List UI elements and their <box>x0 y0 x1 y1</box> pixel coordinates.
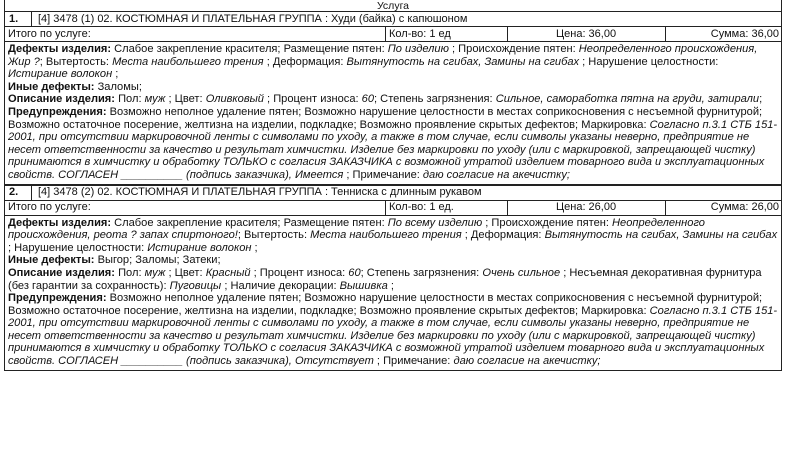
value-text: 60 <box>361 93 375 106</box>
label-text: ; Цвет: <box>165 93 206 106</box>
label-text: ; Нарушение целостности: <box>579 55 719 68</box>
label-text: ; Степень загрязнения: <box>374 93 496 106</box>
warnings-label: Предупреждения: <box>8 105 107 118</box>
value-text: По изделию <box>387 43 449 55</box>
value-text: Очень сильное <box>482 266 561 279</box>
value-text: По всему изделию <box>387 216 483 229</box>
label-text: Возможно неполное удаление пятен; Возможно нарушение целостности в местах соприкосновения с несъемной фурнитурой; Возможно остаточное посерение, желтизна на изделии, подкладке; Возможно проявление скрытых дефектов; Маркировка: <box>8 105 763 131</box>
label-text: Пол: <box>114 93 145 106</box>
value-text: Вышивка <box>339 279 388 292</box>
label-text: Пол: <box>114 266 145 279</box>
other-defects-label: Иные дефекты: <box>8 80 95 93</box>
defects-text <box>8 43 757 80</box>
sum: Сумма: 26,00 <box>665 201 781 215</box>
value-text: Вытянутость на сгибах, Замины на сгибах <box>544 229 778 242</box>
description-paragraph <box>8 93 778 106</box>
item-header <box>4 185 782 201</box>
label-text: ; Процент износа: <box>263 93 362 106</box>
item-title: [4] 3478 (2) 02. КОСТЮМНАЯ И ПЛАТЕЛЬНАЯ ГРУППА : Тенниска с длинным рукавом <box>38 186 482 199</box>
item-header <box>4 11 782 27</box>
value-text: Согласно п.3.1 СТБ 151-2001, при отсутствии маркировочной ленты с символами по уходу, а также в том случае, если символы указаны неверно, предприятие не несет ответственности за качество и результат химчистки. Изделие без маркировки по уходу (или с маркировкой, запрещающей чистку) принимаются в химчистку и обработку ТОЛЬКО с согласия ЗАКАЗЧИКА с возможной утратой изделием товарного вида и эксплуатационных свойств. СОГЛАСЕН __________ (подпись заказчика), Отсутствует <box>8 304 778 368</box>
defects-label: Дефекты изделия: <box>8 216 112 229</box>
label-text: ; Нарушение целостности: <box>8 241 148 254</box>
label-text: ; Деформация: <box>461 229 545 242</box>
defects-paragraph <box>8 43 778 81</box>
value-text: Вытянутость на сгибах, Замины на сгибах <box>346 55 580 68</box>
label-text: ; Примечание: <box>343 168 423 181</box>
other-defects-paragraph <box>8 81 778 94</box>
section-title: Услуга <box>4 0 782 11</box>
value-text: муж <box>144 266 166 279</box>
value-text: Неопределенного происхождения, Жир ? <box>8 43 758 68</box>
quantity: Кол-во: 1 ед <box>385 27 507 41</box>
sum: Сумма: 36,00 <box>665 27 781 41</box>
label-text: ; <box>251 241 258 254</box>
value-text: Согласно п.3.1 СТБ 151-2001, при отсутствии маркировочной ленты с символами по уходу, а также в том случае, если символы указаны неверно, предприятие не несет ответственности за качество и результат химчистки. Изделие без маркировки по уходу (или с маркировкой, запрещающей чистку) принимаются в химчистку и обработку ТОЛЬКО с согласия ЗАКАЗЧИКА с возможной утратой изделием товарного вида и эксплуатационных свойств. СОГЛАСЕН __________ (подпись заказчика), Имеется <box>8 118 778 181</box>
value-text: Неопределенного происхождения, реота ? запах спиртоного! <box>8 216 705 242</box>
defects-label: Дефекты изделия: <box>8 43 112 55</box>
other-defects-label: Иные дефекты: <box>8 254 95 267</box>
description-paragraph <box>8 267 778 292</box>
label-text: ; Процент износа: <box>250 266 349 279</box>
label-text: ; Происхождение пятен: <box>448 43 579 55</box>
warnings-label: Предупреждения: <box>8 292 107 305</box>
value-text: муж <box>144 93 166 106</box>
label-text: ; Примечание: <box>373 355 454 368</box>
other-defects-text: Заломы; <box>94 80 142 93</box>
label-text: ; Цвет: <box>165 266 206 279</box>
service-sheet <box>4 0 782 371</box>
item-description <box>4 216 782 371</box>
label-text: Возможно неполное удаление пятен; Возможно нарушение целостности в местах соприкосновения с несъемной фурнитурой; Возможно остаточное посерение, желтизна на изделии, подкладке; Возможно проявление скрытых дефектов; Маркировка: <box>8 292 763 317</box>
label-text: ; <box>387 279 394 292</box>
label-text: ; Вытертость: <box>39 55 113 68</box>
item-total-row <box>4 201 782 216</box>
value-text: Красный <box>205 266 251 279</box>
label-text: ; Наличие декорации: <box>221 279 340 292</box>
label-text: ; Несъемная декоративная фурнитура (без гарантии за сохранность): <box>8 266 762 292</box>
value-text: Места наибольшего трения <box>112 55 264 68</box>
price: Цена: 26,00 <box>507 201 665 215</box>
item-title: [4] 3478 (1) 02. КОСТЮМНАЯ И ПЛАТЕЛЬНАЯ ГРУППА : Худи (байка) с капюшоном <box>38 12 468 25</box>
label-text: ; Происхождение пятен: <box>482 216 613 229</box>
item-number: 2. <box>5 186 32 200</box>
quantity: Кол-во: 1 ед. <box>385 201 507 215</box>
label-text: ; <box>759 93 763 106</box>
value-text: даю согласие на акечистку; <box>453 355 601 368</box>
price: Цена: 36,00 <box>507 27 665 41</box>
value-text: даю согласие на акечистку; <box>422 168 570 181</box>
value-text: Оливковый <box>205 93 264 106</box>
description-label: Описание изделия: <box>8 93 115 106</box>
other-defects-paragraph <box>8 254 778 267</box>
total-label: Итого по услуге: <box>8 201 91 214</box>
value-text: Пуговицы <box>169 279 222 292</box>
warnings-text <box>8 106 777 181</box>
label-text: ; <box>112 68 119 81</box>
label-text: Слабое закрепление красителя; Размещение пятен: <box>111 43 388 55</box>
warnings-text <box>8 292 777 367</box>
warnings-paragraph <box>8 292 778 368</box>
label-text: Слабое закрепление красителя; Размещение пятен: <box>111 216 388 229</box>
value-text: 60 <box>348 266 361 279</box>
value-text: Истирание волокон <box>8 68 113 81</box>
service-item <box>4 11 782 185</box>
label-text: ; Вытертость: <box>237 229 311 242</box>
item-number: 1. <box>5 12 32 26</box>
service-item <box>4 185 782 371</box>
defects-paragraph <box>8 217 778 255</box>
value-text: Истирание волокон <box>147 241 252 254</box>
warnings-paragraph <box>8 106 778 182</box>
item-description <box>4 42 782 185</box>
description-text <box>115 93 762 105</box>
other-defects-text: Выгор; Заломы; Затеки; <box>94 254 221 267</box>
description-text <box>8 267 762 292</box>
defects-text <box>8 217 777 254</box>
label-text: ; Деформация: <box>263 55 347 68</box>
label-text: ; Степень загрязнения: <box>360 266 483 279</box>
value-text: Сильное, самоработка пятна на груди, затирали <box>495 93 760 106</box>
item-total-row <box>4 27 782 42</box>
total-label: Итого по услуге: <box>8 27 91 40</box>
value-text: Места наибольшего трения <box>310 229 462 242</box>
description-label: Описание изделия: <box>8 266 115 279</box>
